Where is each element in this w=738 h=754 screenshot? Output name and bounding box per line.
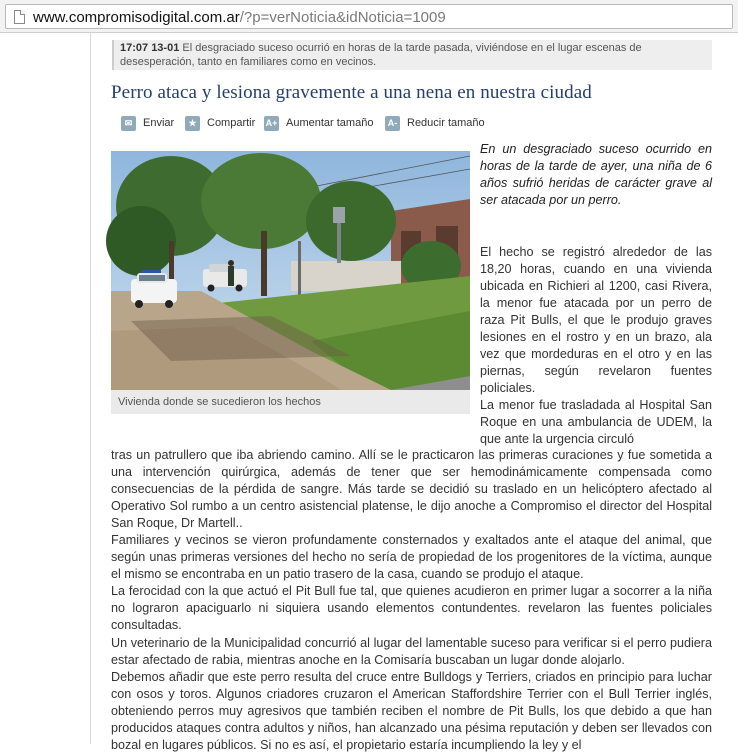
- increase-font-button[interactable]: [264, 114, 373, 132]
- article-meta-bar: [112, 40, 712, 70]
- url-path: /?p=verNoticia&idNoticia=1009: [239, 9, 446, 26]
- article-summary: El desgraciado suceso ocurrió en horas de la tarde pasada, viviéndose en el lugar escenas de desesperación, tanto en familiares como en vecinos.: [120, 42, 642, 68]
- article-timestamp: 17:07 13-01: [120, 42, 180, 54]
- share-label: Compartir: [207, 117, 256, 129]
- font-decrease-icon: A-: [385, 116, 400, 131]
- body-paragraph: Familiares y vecinos se vieron profundamente consternados y exaltados ante el ataque del animal, que según unas primeras versiones del hecho no sería de propiedad de los progenitores de la víctima, aunque el mismo se encontraba en un patio trasero de la casa, cuando se produjo el ataque.: [111, 533, 712, 582]
- article-body-side: [480, 244, 712, 448]
- street-scene-illustration: [111, 151, 470, 390]
- article-lead: En un desgraciado suceso ocurrido en horas de la tarde de ayer, una niña de 6 años sufrió heridas de carácter grave al ser atacada por un perro.: [480, 142, 712, 207]
- article-body-full: [111, 447, 712, 754]
- url-field[interactable]: [5, 4, 733, 29]
- body-paragraph: Un veterinario de la Municipalidad concurrió al lugar del lamentable suceso para verificar si el perro pudiera estar afectado de rabia, mientras anoche en la Comisaría buscaban un lugar donde alojarlo.: [111, 635, 712, 667]
- url-text[interactable]: [33, 9, 446, 26]
- column-divider: [90, 33, 91, 744]
- send-button[interactable]: [121, 114, 174, 132]
- body-paragraph: La menor fue trasladada al Hospital San Roque en una ambulancia de UDEM, la que ante la urgencia circuló: [480, 398, 712, 446]
- photo-caption: Vivienda donde se sucedieron los hechos: [111, 390, 470, 414]
- font-increase-icon: A+: [264, 116, 279, 131]
- share-button[interactable]: [185, 114, 255, 132]
- envelope-icon: ✉: [121, 116, 136, 131]
- increase-font-label: Aumentar tamaño: [286, 117, 374, 129]
- body-paragraph: Debemos añadir que este perro resulta del cruce entre Bulldogs y Terriers, criados en principio para luchar con osos y toros. Algunos criadores cruzaron el American Staffordshire Terrier con el Bull Terrier inglés, obteniendo perros muy agresivos que también reciben el nombre de Pit Bulls, los que debido a que han producidos ataques contra adultos y niños, han alcanzado una pésima reputación y deben ser llevados con bozal en lugares públicos. Si no es así, el propietario estaría incumpliendo la ley y el: [111, 669, 712, 752]
- body-paragraph: La ferocidad con la que actuó el Pit Bull fue tal, que quienes acudieron en primer lugar a socorrer a la niña no lograron apaciguarlo ni siquiera usando elementos contundentes. revelaron las fuentes policiales consultadas.: [111, 584, 712, 633]
- url-domain: www.compromisodigital.com.ar: [33, 9, 240, 26]
- browser-address-bar: [0, 0, 738, 33]
- send-label: Enviar: [143, 117, 175, 129]
- article-photo[interactable]: [111, 151, 470, 390]
- decrease-font-label: Reducir tamaño: [407, 117, 485, 129]
- star-icon: ★: [185, 116, 200, 131]
- body-paragraph: tras un patrullero que iba abriendo camino. Allí se le practicaron las primeras curaciones y fue sometida a una intervención quirúrgica, además de tener que ser hemodinámicamente compensada como consecuencias de la pérdida de sangre. Más tarde se decidió su traslado en un helicóptero afectado al Operativo Sol rumbo a un centro asistencial platense, le dijo anoche a Compromiso el director del Hospital San Roque, Dr Martell..: [111, 448, 712, 531]
- page-icon: [14, 10, 25, 24]
- article-title: Perro ataca y lesiona gravemente a una nena en nuestra ciudad: [111, 82, 592, 103]
- decrease-font-button[interactable]: [385, 114, 485, 132]
- body-paragraph: El hecho se registró alrededor de las 18,20 horas, cuando en una vivienda ubicada en Richieri al 1200, casi Rivera, la menor fue atacada por un perro de raza Pit Bulls, el que le produjo graves lesiones en el rostro y en un brazo, ala vez que mordeduras en el otro y en las piernas, según revelaron fuentes policiales.: [480, 245, 712, 395]
